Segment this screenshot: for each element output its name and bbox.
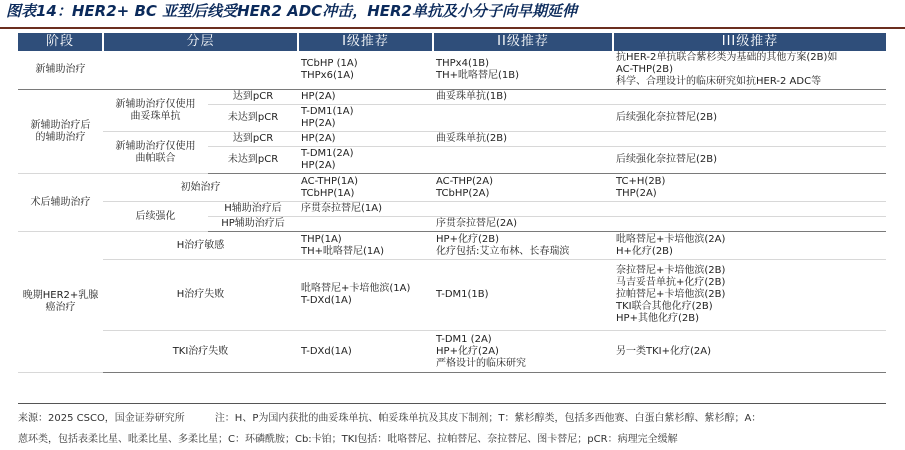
- pcr-cell: 达到pCR: [208, 90, 298, 105]
- source-note: 来源：2025 CSCO，国金证券研究所: [18, 413, 185, 424]
- level2-cell: [433, 51, 613, 90]
- substratum-cell: 初始治疗: [103, 174, 298, 202]
- level2-cell: 曲妥珠单抗(1B): [433, 90, 613, 105]
- regimen-text: H+化疗(2B): [616, 245, 673, 257]
- regimen-text: TC+H(2B): [616, 175, 666, 187]
- stage-text: 新辅助治疗后: [30, 119, 91, 131]
- level1-cell: [298, 174, 433, 202]
- regimen-text: 吡咯替尼+卡培他滨(2A): [616, 233, 726, 245]
- stage-text: 的辅助治疗: [35, 131, 86, 143]
- table-row: [18, 174, 886, 202]
- regimen-text: TH+吡咯替尼(1A): [301, 245, 385, 257]
- level3-cell: [613, 51, 886, 90]
- level2-cell: [433, 105, 613, 132]
- stage-text: 晚期HER2+乳腺: [22, 290, 99, 301]
- substratum-text: 曲妥珠单抗: [130, 110, 181, 122]
- regimen-text: 奈拉替尼+卡培他滨(2B): [616, 265, 726, 276]
- level3-cell: [613, 90, 886, 105]
- level3-cell: [613, 260, 886, 331]
- table-row: [18, 90, 886, 105]
- level3-cell: 后续强化奈拉替尼(2B): [613, 147, 886, 174]
- substratum-text: 新辅助治疗仅使用: [115, 98, 196, 110]
- regimen-text: HP(2A): [301, 160, 336, 171]
- level2-cell: [433, 232, 613, 260]
- level1-cell: T-DXd(1A): [298, 331, 433, 373]
- level2-cell: [433, 202, 613, 217]
- level2-cell: 序贯奈拉替尼(2A): [433, 217, 613, 232]
- regimen-text: TCbHP(2A): [436, 187, 490, 199]
- regimen-text: TCbHP (1A): [301, 58, 358, 69]
- prior-therapy-cell: H辅助治疗后: [208, 202, 298, 217]
- regimen-text: AC-THP(2B): [616, 64, 674, 75]
- substratum-cell: TKI治疗失败: [103, 331, 298, 373]
- table-row: [18, 132, 886, 147]
- level3-cell: 另一类TKI+化疗(2A): [613, 331, 886, 373]
- recommendation-table: [18, 33, 886, 373]
- level1-cell: [298, 217, 433, 232]
- level1-cell: HP(2A): [298, 132, 433, 147]
- stage-cell: [18, 232, 103, 373]
- page-title: 图表14：HER2+ BC 亚型后线受HER2 ADC冲击，HER2单抗及小分子向早期延伸: [6, 2, 577, 20]
- prior-therapy-cell: HP辅助治疗后: [208, 217, 298, 232]
- level2-cell: [433, 331, 613, 373]
- substratum-cell: H治疗失败: [103, 260, 298, 331]
- regimen-text: 抗HER-2单抗联合紫杉类为基础的其他方案(2B)如: [616, 52, 838, 63]
- regimen-text: HP(2A): [301, 118, 336, 129]
- title-divider: [0, 27, 905, 29]
- footer-divider: [18, 403, 886, 404]
- substratum-text: 新辅助治疗仅使用: [115, 140, 196, 152]
- regimen-text: TCbHP(1A): [301, 187, 355, 199]
- footer-line-1: [18, 408, 888, 429]
- pcr-cell: 达到pCR: [208, 132, 298, 147]
- header-level-3: III级推荐: [613, 33, 886, 51]
- regimen-text: T-DM1(2A): [301, 148, 354, 159]
- footer: [18, 408, 888, 450]
- regimen-text: AC-THP(2A): [436, 175, 494, 187]
- stratum-cell: [103, 51, 298, 90]
- level3-cell: [613, 174, 886, 202]
- regimen-text: 科学、合理设计的临床研究如抗HER-2 ADC等: [616, 76, 822, 87]
- substratum-cell: [103, 132, 208, 174]
- pcr-cell: 未达到pCR: [208, 105, 298, 132]
- stage-cell: 新辅助治疗: [18, 51, 103, 90]
- regimen-text: 拉帕替尼+卡培他滨(2B): [616, 289, 726, 300]
- level1-cell: 序贯奈拉替尼(1A): [298, 202, 433, 217]
- abbrev-note-continued: 蒽环类，包括表柔比星、吡柔比星、多柔比星；C：环磷酰胺；Cb:卡铂；TKI包括：吡咯替尼、拉帕替尼、奈拉替尼、图卡替尼；pCR：病理完全缓解: [18, 434, 678, 445]
- abbrev-note: 注：H、P为国内获批的曲妥珠单抗、帕妥珠单抗及其皮下制剂；T：紫杉醇类，包括多西他赛、白蛋白紫杉醇、紫杉醇；A：: [214, 413, 762, 424]
- regimen-text: T-DM1 (2A): [436, 333, 492, 345]
- header-stage: 阶段: [18, 33, 103, 51]
- regimen-text: AC-THP(1A): [301, 175, 359, 187]
- level1-cell: [298, 147, 433, 174]
- level2-cell: T-DM1(1B): [433, 260, 613, 331]
- level3-cell: [613, 132, 886, 147]
- stage-text: 癌治疗: [45, 302, 76, 313]
- regimen-text: TH+吡咯替尼(1B): [436, 70, 520, 81]
- regimen-text: T-DXd(1A): [301, 295, 352, 306]
- table-row: [18, 331, 886, 373]
- substratum-cell: 后续强化: [103, 202, 208, 232]
- stage-cell: [18, 90, 103, 174]
- level2-cell: [433, 147, 613, 174]
- regimen-text: 严格设计的临床研究: [436, 357, 527, 369]
- table-row: [18, 202, 886, 217]
- substratum-text: 曲帕联合: [135, 152, 176, 164]
- header-level-2: II级推荐: [433, 33, 613, 51]
- table-row: [18, 232, 886, 260]
- level3-cell: [613, 202, 886, 217]
- regimen-text: 化疗包括:艾立布林、长春瑞滨: [436, 245, 570, 257]
- table-row: [18, 260, 886, 331]
- regimen-text: THP(2A): [616, 187, 657, 199]
- header-level-1: I级推荐: [298, 33, 433, 51]
- table-header-row: [18, 33, 886, 51]
- regimen-text: HP+其他化疗(2B): [616, 313, 699, 324]
- regimen-text: THPx6(1A): [301, 70, 354, 81]
- level1-cell: [298, 105, 433, 132]
- table-row: [18, 51, 886, 90]
- level1-cell: [298, 232, 433, 260]
- regimen-text: T-DM1(1A): [301, 106, 354, 117]
- regimen-text: TKI联合其他化疗(2B): [616, 301, 713, 312]
- regimen-text: HP+化疗(2A): [436, 345, 499, 357]
- header-stratification: 分层: [103, 33, 298, 51]
- stage-cell: 术后辅助治疗: [18, 174, 103, 232]
- level3-cell: [613, 232, 886, 260]
- pcr-cell: 未达到pCR: [208, 147, 298, 174]
- level2-cell: 曲妥珠单抗(2B): [433, 132, 613, 147]
- regimen-text: 马吉妥昔单抗+化疗(2B): [616, 277, 726, 288]
- regimen-text: 吡咯替尼+卡培他滨(1A): [301, 283, 411, 294]
- level2-cell: [433, 174, 613, 202]
- level1-cell: [298, 260, 433, 331]
- regimen-text: HP+化疗(2B): [436, 233, 499, 245]
- level1-cell: [298, 51, 433, 90]
- substratum-cell: [103, 90, 208, 132]
- level3-cell: 后续强化奈拉替尼(2B): [613, 105, 886, 132]
- regimen-text: THP(1A): [301, 233, 342, 245]
- level3-cell: [613, 217, 886, 232]
- substratum-cell: H治疗敏感: [103, 232, 298, 260]
- regimen-text: THPx4(1B): [436, 58, 489, 69]
- level1-cell: HP(2A): [298, 90, 433, 105]
